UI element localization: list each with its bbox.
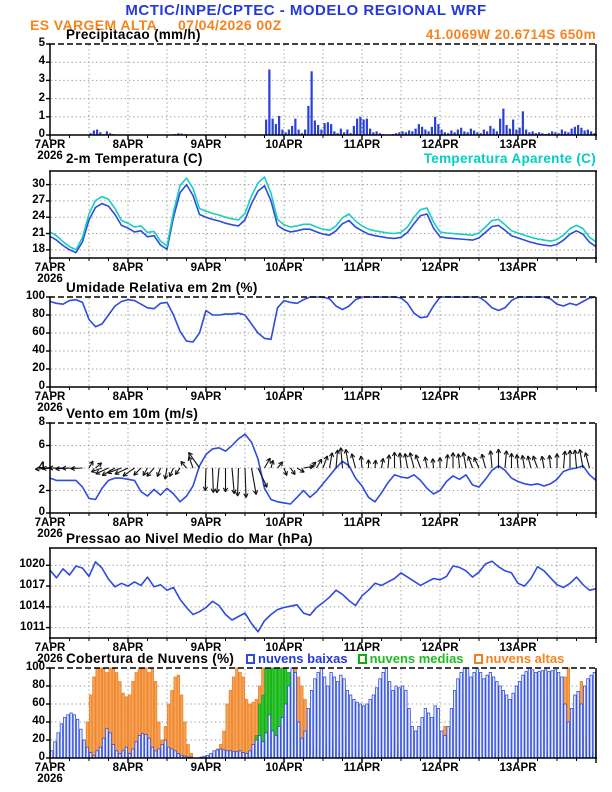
x-day-label: 13APR bbox=[499, 517, 537, 529]
y-tick-label: 24 bbox=[32, 210, 45, 223]
y-tick-label: 1017 bbox=[19, 579, 45, 592]
x-day-label: 9APR bbox=[190, 139, 222, 151]
y-tick-label: 4 bbox=[38, 55, 45, 68]
humidity-panel-graphics bbox=[46, 297, 597, 392]
x-day-label: 11APR bbox=[343, 517, 381, 529]
x-day-label: 9APR bbox=[190, 642, 222, 654]
temp-panel-title: 2-m Temperatura (C) bbox=[66, 151, 203, 166]
year-label: 2026 bbox=[37, 402, 63, 414]
precip-panel-title: Precipitacao (mm/h) bbox=[66, 27, 201, 42]
x-day-label: 13APR bbox=[499, 391, 537, 403]
x-day-label: 8APR bbox=[112, 762, 144, 774]
year-label: 2026 bbox=[37, 528, 63, 540]
y-tick-label: 40 bbox=[32, 344, 45, 356]
y-tick-label: 2 bbox=[38, 483, 45, 496]
x-day-label: 8APR bbox=[112, 139, 144, 151]
y-tick-label: 3 bbox=[38, 73, 45, 86]
x-day-label: 11APR bbox=[343, 642, 381, 654]
year-label: 2026 bbox=[37, 773, 63, 785]
y-tick-label: 27 bbox=[32, 193, 45, 206]
year-label: 2026 bbox=[37, 653, 63, 665]
x-day-label: 13APR bbox=[499, 139, 537, 151]
y-tick-label: 80 bbox=[32, 679, 45, 691]
x-day-label: 13APR bbox=[499, 262, 537, 274]
year-label: 2026 bbox=[37, 273, 63, 285]
x-day-label: 12APR bbox=[421, 262, 459, 274]
humidity-panel-title: Umidade Relativa em 2m (%) bbox=[66, 280, 258, 295]
x-day-label: 10APR bbox=[265, 517, 303, 529]
x-day-label: 11APR bbox=[343, 762, 381, 774]
wind-panel-title: Vento em 10m (m/s) bbox=[66, 406, 199, 421]
y-tick-label: 0 bbox=[38, 751, 45, 763]
y-tick-label: 1020 bbox=[19, 558, 45, 571]
x-day-label: 7APR bbox=[34, 262, 66, 274]
x-day-label: 7APR bbox=[34, 642, 66, 654]
x-day-label: 9APR bbox=[190, 262, 222, 274]
y-tick-label: 4 bbox=[38, 461, 45, 473]
x-day-label: 9APR bbox=[190, 391, 222, 403]
precip-panel-graphics bbox=[46, 44, 597, 140]
clouds-panel-graphics bbox=[46, 668, 597, 763]
y-tick-label: 1014 bbox=[19, 599, 45, 612]
y-tick-label: 40 bbox=[32, 715, 45, 727]
x-day-label: 10APR bbox=[265, 762, 303, 774]
x-day-label: 7APR bbox=[34, 391, 66, 403]
x-day-label: 10APR bbox=[265, 391, 303, 403]
x-day-label: 12APR bbox=[421, 391, 459, 403]
y-tick-label: 0 bbox=[38, 506, 45, 518]
y-tick-label: 0 bbox=[38, 128, 45, 140]
x-day-label: 11APR bbox=[343, 391, 381, 403]
x-day-label: 8APR bbox=[112, 642, 144, 654]
x-day-label: 7APR bbox=[34, 139, 66, 151]
y-tick-label: 100 bbox=[25, 661, 45, 673]
run-datetime: 07/04/2026 00Z bbox=[178, 17, 282, 33]
temp-panel-graphics bbox=[46, 171, 597, 263]
station-name: ES VARGEM ALTA bbox=[30, 17, 158, 33]
x-day-label: 7APR bbox=[34, 517, 66, 529]
x-day-label: 11APR bbox=[343, 139, 381, 151]
year-label: 2026 bbox=[37, 150, 63, 162]
x-day-label: 12APR bbox=[421, 139, 459, 151]
legend-label: nuvens baixas bbox=[258, 651, 348, 666]
x-day-label: 8APR bbox=[112, 517, 144, 529]
y-tick-label: 2 bbox=[38, 91, 45, 104]
y-tick-label: 0 bbox=[38, 380, 45, 392]
y-tick-label: 8 bbox=[38, 416, 45, 428]
pressure-panel-title: Pressao ao Nivel Medio do Mar (hPa) bbox=[66, 531, 313, 546]
x-day-label: 12APR bbox=[421, 762, 459, 774]
x-day-label: 8APR bbox=[112, 262, 144, 274]
y-tick-label: 20 bbox=[32, 362, 45, 374]
y-tick-label: 21 bbox=[32, 226, 45, 239]
y-tick-label: 6 bbox=[38, 438, 45, 451]
y-tick-label: 100 bbox=[25, 290, 45, 302]
y-tick-label: 60 bbox=[32, 697, 45, 709]
apparent-temp-label: Temperatura Aparente (C) bbox=[423, 151, 596, 166]
x-day-label: 13APR bbox=[499, 762, 537, 774]
clouds-panel-title: Cobertura de Nuvens (%) bbox=[66, 651, 235, 666]
x-day-label: 13APR bbox=[499, 642, 537, 654]
y-tick-label: 5 bbox=[38, 37, 45, 49]
x-day-label: 10APR bbox=[265, 139, 303, 151]
x-day-label: 7APR bbox=[34, 762, 66, 774]
y-tick-label: 60 bbox=[32, 326, 45, 338]
x-day-label: 9APR bbox=[190, 762, 222, 774]
y-tick-label: 18 bbox=[32, 242, 45, 255]
pressure-panel-graphics bbox=[46, 548, 597, 643]
y-tick-label: 80 bbox=[32, 308, 45, 320]
wind-panel-graphics bbox=[35, 423, 597, 518]
x-day-label: 10APR bbox=[265, 642, 303, 654]
x-day-label: 12APR bbox=[421, 642, 459, 654]
station-coordinates: 41.0069W 20.6714S 650m bbox=[425, 27, 596, 42]
x-day-label: 8APR bbox=[112, 391, 144, 403]
x-day-label: 12APR bbox=[421, 517, 459, 529]
x-day-label: 10APR bbox=[265, 262, 303, 274]
y-tick-label: 20 bbox=[32, 733, 45, 745]
x-day-label: 9APR bbox=[190, 517, 222, 529]
y-tick-label: 1011 bbox=[20, 620, 45, 633]
legend-label: nuvens medias bbox=[369, 651, 464, 666]
legend-label: nuvens altas bbox=[485, 651, 565, 666]
x-day-label: 11APR bbox=[343, 262, 381, 274]
y-tick-label: 1 bbox=[38, 109, 45, 122]
page-title: MCTIC/INPE/CPTEC - MODELO REGIONAL WRF bbox=[125, 2, 487, 19]
y-tick-label: 30 bbox=[32, 177, 45, 190]
